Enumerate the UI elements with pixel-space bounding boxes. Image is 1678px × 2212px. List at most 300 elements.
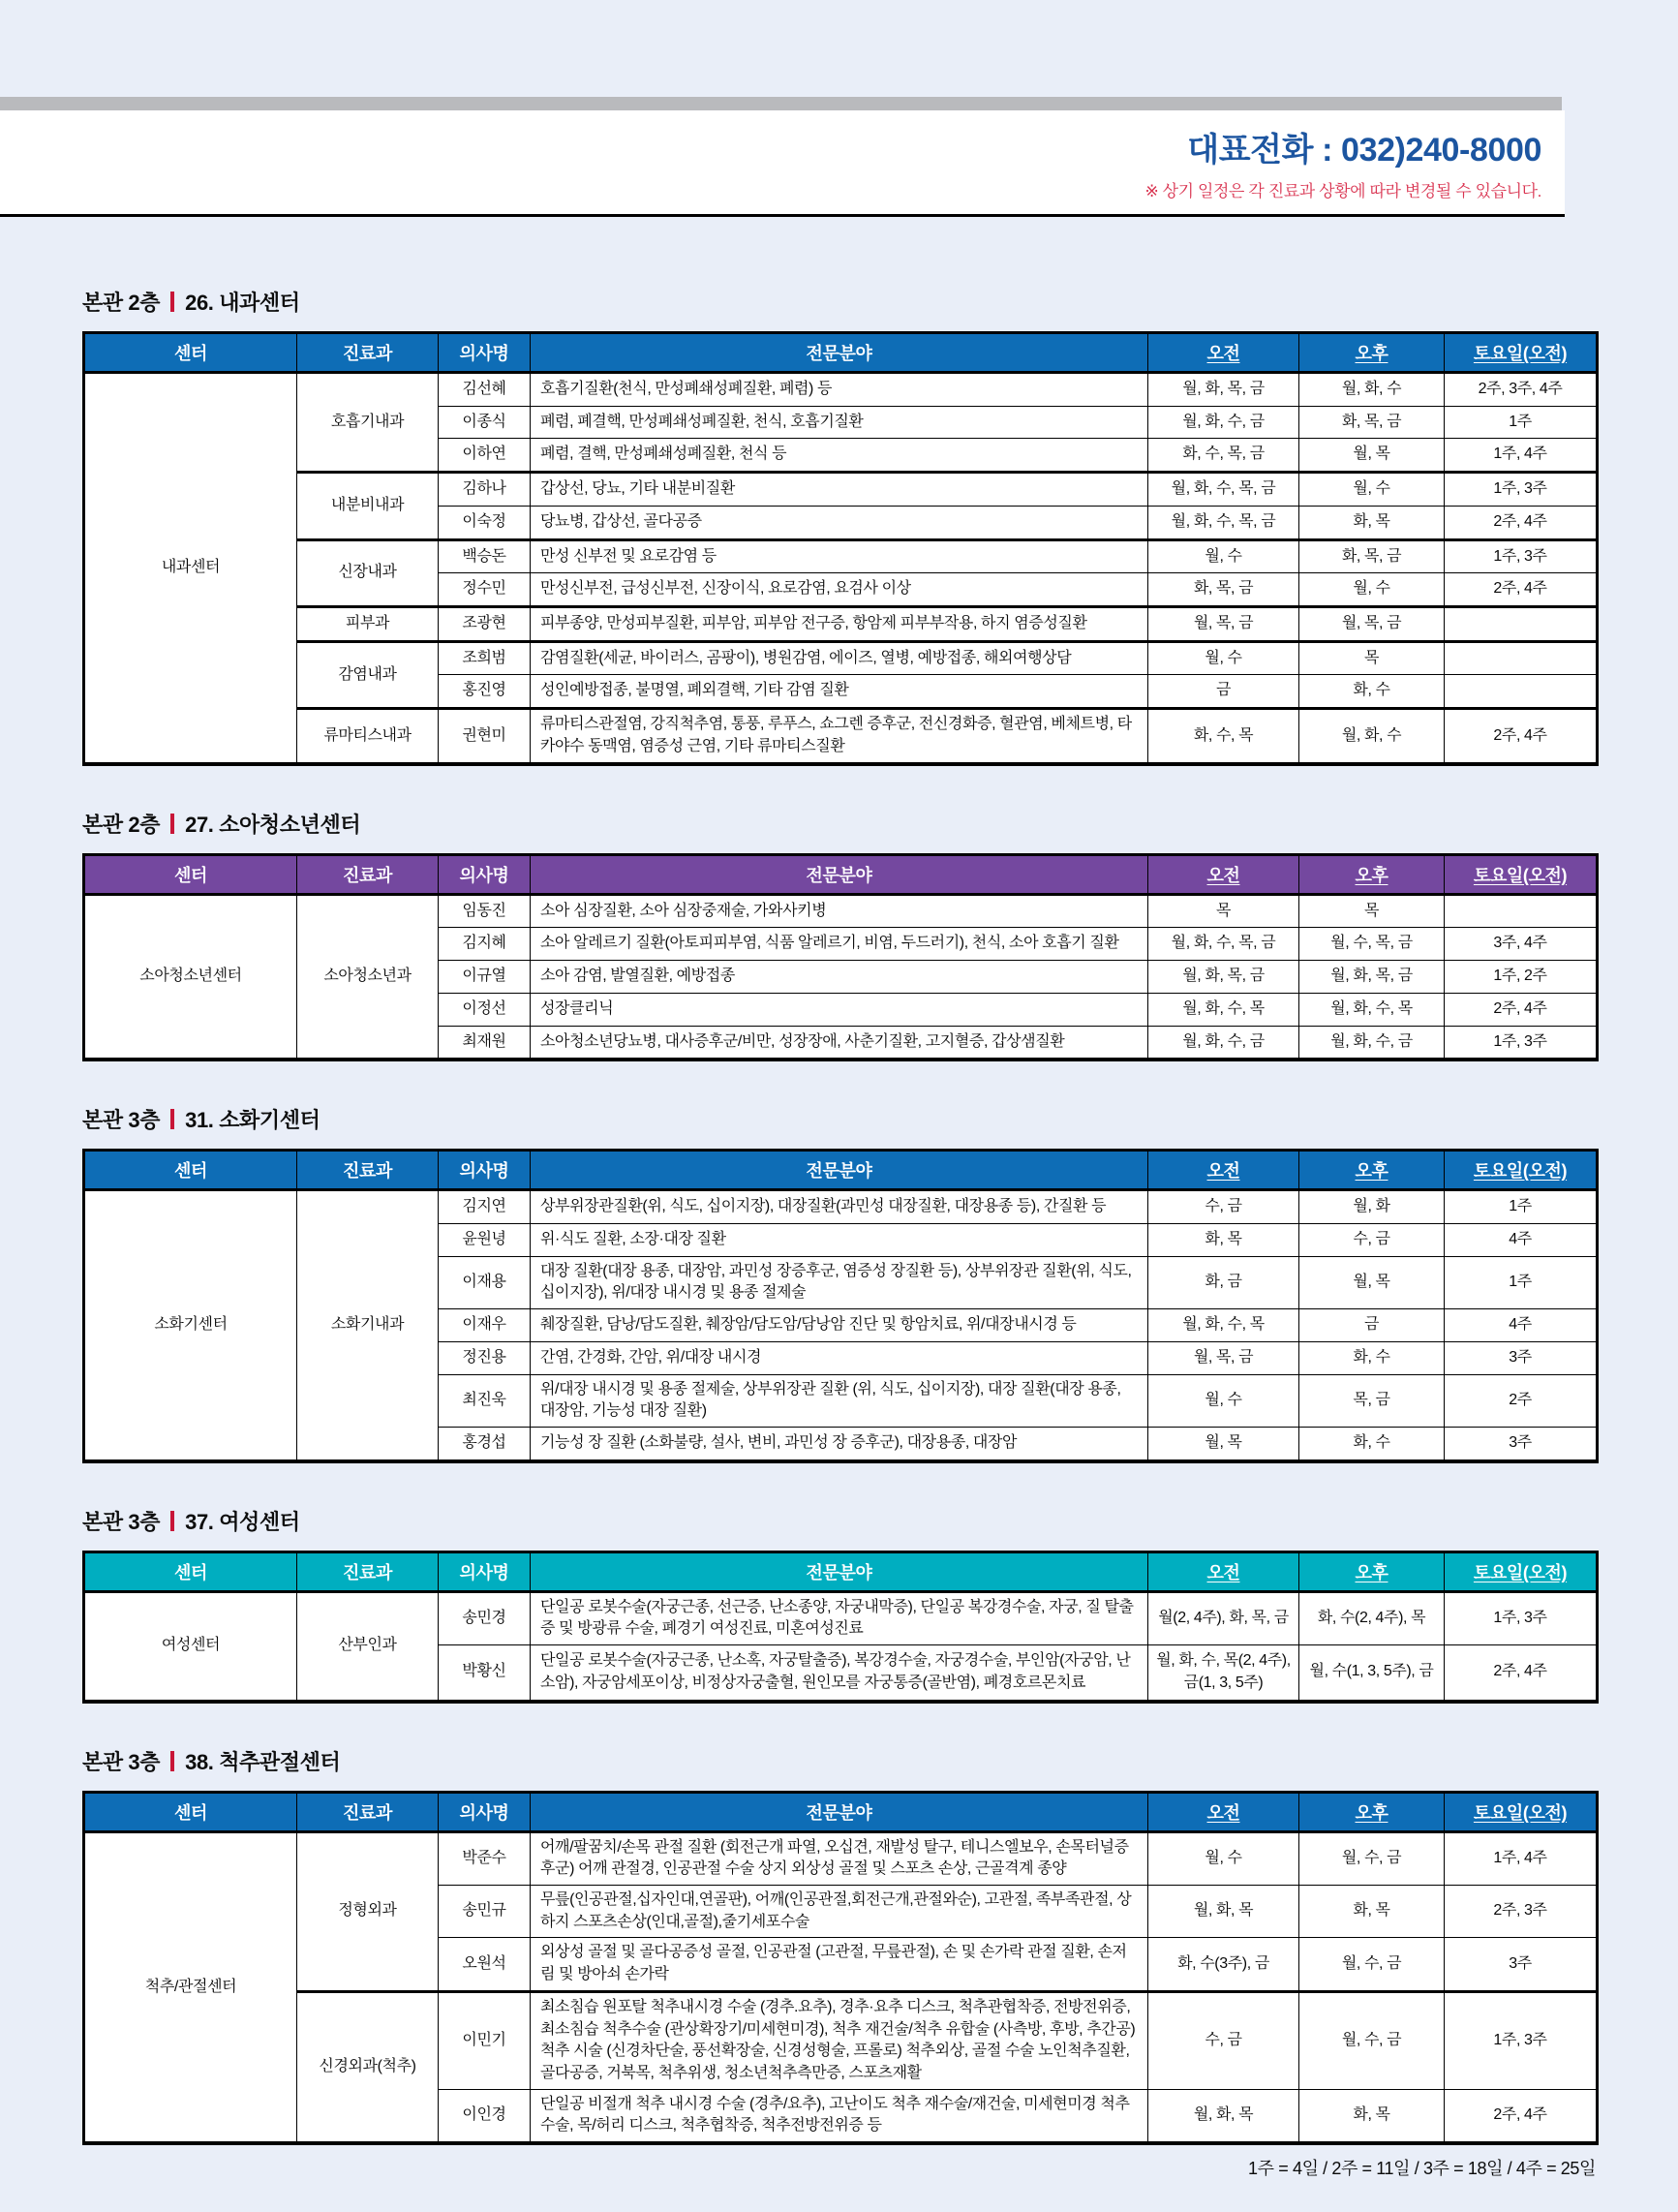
cell-doctor-name: 이하연 — [439, 439, 531, 473]
section-name: 27. 소아청소년센터 — [185, 812, 361, 837]
table-body — [84, 1190, 1598, 1461]
cell-doctor-name: 김지연 — [439, 1190, 531, 1224]
column-header — [439, 1792, 531, 1831]
cell-saturday — [1445, 894, 1598, 928]
column-header — [531, 333, 1148, 373]
section-title — [82, 809, 1596, 839]
doctor-row — [84, 1190, 1598, 1224]
column-header — [531, 1151, 1148, 1190]
cell-doctor-name: 조희범 — [439, 641, 531, 675]
schedule-table — [82, 1791, 1599, 2146]
cell-specialty: 소아 감염, 발열질환, 예방접종 — [531, 961, 1148, 994]
sections-container — [0, 287, 1596, 2145]
main-phone-number: 대표전화 : 032)240-8000 — [1187, 132, 1541, 169]
cell-am: 월, 화, 목 — [1148, 1886, 1299, 1938]
cell-saturday: 2주, 3주, 4주 — [1445, 373, 1598, 407]
cell-saturday: 3주 — [1445, 1427, 1598, 1460]
cell-saturday: 1주 — [1445, 1256, 1598, 1308]
column-header-label: 의사명 — [459, 1562, 509, 1582]
column-header-label: 토요일(오전) — [1473, 1802, 1568, 1823]
section-1 — [82, 287, 1596, 766]
column-header — [1445, 1151, 1598, 1190]
cell-pm: 화, 목 — [1299, 506, 1445, 539]
cell-saturday: 2주, 4주 — [1445, 993, 1598, 1026]
doctor-row — [84, 473, 1598, 507]
doctor-row — [84, 1591, 1598, 1644]
table-body — [84, 894, 1598, 1060]
cell-am: 월, 화, 목, 금 — [1148, 373, 1299, 407]
cell-doctor-name: 최재원 — [439, 1026, 531, 1060]
column-header — [297, 1551, 439, 1591]
cell-doctor-name: 이규열 — [439, 961, 531, 994]
title-divider-bar — [170, 1751, 174, 1771]
cell-doctor-name: 정진용 — [439, 1341, 531, 1374]
doctor-row — [84, 1831, 1598, 1885]
column-header-label: 오전 — [1206, 1802, 1240, 1823]
cell-doctor-name: 이재용 — [439, 1256, 531, 1308]
cell-am: 화, 수(3주), 금 — [1148, 1938, 1299, 1991]
cell-saturday: 3주 — [1445, 1938, 1598, 1991]
cell-am: 목 — [1148, 894, 1299, 928]
header-row — [84, 333, 1598, 373]
cell-am: 월, 목 — [1148, 1427, 1299, 1460]
cell-pm: 월, 목, 금 — [1299, 607, 1445, 642]
schedule-change-note: ※ 상기 일정은 각 진료과 상황에 따라 변경될 수 있습니다. — [1144, 182, 1541, 200]
doctor-row — [84, 641, 1598, 675]
cell-specialty: 갑상선, 당뇨, 기타 내분비질환 — [531, 473, 1148, 507]
cell-doctor-name: 정수민 — [439, 573, 531, 607]
cell-department: 신장내과 — [297, 539, 439, 606]
cell-pm: 목 — [1299, 894, 1445, 928]
cell-am: 월, 수 — [1148, 1831, 1299, 1885]
cell-saturday: 1주, 2주 — [1445, 961, 1598, 994]
section-floor: 본관 3층 — [82, 1749, 161, 1774]
column-header-label: 오전 — [1206, 1562, 1240, 1582]
cell-doctor-name: 이민기 — [439, 1991, 531, 2089]
cell-doctor-name: 이종식 — [439, 406, 531, 439]
cell-am: 월, 목, 금 — [1148, 1341, 1299, 1374]
column-header-label: 진료과 — [343, 865, 392, 885]
cell-am: 월, 화, 수, 목 — [1148, 993, 1299, 1026]
cell-saturday: 1주, 3주 — [1445, 1026, 1598, 1060]
cell-saturday: 2주 — [1445, 1374, 1598, 1427]
cell-saturday: 1주, 3주 — [1445, 1591, 1598, 1644]
cell-pm: 월, 목 — [1299, 439, 1445, 473]
cell-am: 월, 화, 수, 목, 금 — [1148, 506, 1299, 539]
cell-pm: 화, 수(2, 4주), 목 — [1299, 1591, 1445, 1644]
section-name: 37. 여성센터 — [185, 1509, 300, 1534]
cell-department: 소화기내과 — [297, 1190, 439, 1461]
schedule-table — [82, 1149, 1599, 1462]
title-divider-bar — [170, 1109, 174, 1129]
cell-specialty: 류마티스관절염, 강직척추염, 통풍, 루푸스, 쇼그렌 증후군, 전신경화증, 혈관염, 베체트병, 타카야수 동맥염, 염증성 근염, 기타 류마티스질환 — [531, 709, 1148, 764]
cell-am: 화, 목, 금 — [1148, 573, 1299, 607]
cell-department: 정형외과 — [297, 1831, 439, 1991]
cell-doctor-name: 임동진 — [439, 894, 531, 928]
footer-container — [0, 2155, 1596, 2180]
cell-doctor-name: 박준수 — [439, 1831, 531, 1885]
column-header — [1299, 333, 1445, 373]
column-header-label: 전문분야 — [806, 865, 872, 885]
cell-saturday: 3주, 4주 — [1445, 928, 1598, 961]
cell-specialty: 소아 심장질환, 소아 심장중재술, 가와사키병 — [531, 894, 1148, 928]
column-header-label: 오후 — [1355, 1562, 1388, 1582]
table-body — [84, 1591, 1598, 1701]
column-header-label: 토요일(오전) — [1473, 1161, 1568, 1182]
cell-am: 화, 목 — [1148, 1223, 1299, 1256]
cell-specialty: 피부종양, 만성피부질환, 피부암, 피부암 전구증, 항암제 피부부작용, 하지 염증성질환 — [531, 607, 1148, 642]
cell-am: 월(2, 4주), 화, 목, 금 — [1148, 1591, 1299, 1644]
column-header — [439, 1551, 531, 1591]
column-header-label: 전문분야 — [806, 1802, 872, 1823]
cell-pm: 월, 화 — [1299, 1190, 1445, 1224]
column-header — [531, 1551, 1148, 1591]
table-head — [84, 1151, 1598, 1190]
title-divider-bar — [170, 292, 174, 312]
column-header-label: 센터 — [174, 344, 207, 363]
cell-am: 월, 화, 수, 금 — [1148, 1026, 1299, 1060]
column-header-label: 진료과 — [343, 1161, 392, 1182]
top-margin — [0, 0, 1678, 97]
cell-doctor-name: 백승돈 — [439, 539, 531, 573]
cell-saturday: 2주, 4주 — [1445, 573, 1598, 607]
cell-specialty: 췌장질환, 담낭/담도질환, 췌장암/담도암/담낭암 진단 및 항암치료, 위/대장내시경 등 — [531, 1309, 1148, 1342]
column-header — [439, 333, 531, 373]
cell-am: 월, 화, 수, 목 — [1148, 1309, 1299, 1342]
column-header-label: 오전 — [1206, 865, 1240, 885]
column-header-label: 오후 — [1355, 865, 1388, 885]
column-header — [1299, 1792, 1445, 1831]
cell-specialty: 폐렴, 결핵, 만성폐쇄성폐질환, 천식 등 — [531, 439, 1148, 473]
section-floor: 본관 2층 — [82, 812, 161, 837]
cell-pm: 화, 목 — [1299, 2089, 1445, 2143]
cell-saturday: 1주, 3주 — [1445, 473, 1598, 507]
section-5 — [82, 1746, 1596, 2146]
cell-pm: 월, 화, 목, 금 — [1299, 961, 1445, 994]
doctor-row — [84, 539, 1598, 573]
column-header-label: 센터 — [174, 1562, 207, 1582]
cell-doctor-name: 김하나 — [439, 473, 531, 507]
cell-saturday: 1주, 4주 — [1445, 1831, 1598, 1885]
column-header — [1148, 1792, 1299, 1831]
cell-department: 내분비내과 — [297, 473, 439, 539]
cell-saturday — [1445, 607, 1598, 642]
cell-saturday: 3주 — [1445, 1341, 1598, 1374]
cell-am: 금 — [1148, 675, 1299, 709]
column-header-label: 의사명 — [459, 865, 509, 885]
column-header — [297, 333, 439, 373]
cell-specialty: 만성 신부전 및 요로감염 등 — [531, 539, 1148, 573]
cell-pm: 목 — [1299, 641, 1445, 675]
table-body — [84, 373, 1598, 764]
cell-pm: 화, 수 — [1299, 1427, 1445, 1460]
cell-specialty: 상부위장관질환(위, 식도, 십이지장), 대장질환(과민성 대장질환, 대장용종 등), 간질환 등 — [531, 1190, 1148, 1224]
cell-doctor-name: 최진욱 — [439, 1374, 531, 1427]
cell-pm: 화, 수 — [1299, 675, 1445, 709]
cell-saturday: 2주, 4주 — [1445, 709, 1598, 764]
cell-center-name: 내과센터 — [84, 373, 297, 764]
cell-specialty: 성장클리닉 — [531, 993, 1148, 1026]
cell-doctor-name: 박황신 — [439, 1645, 531, 1702]
cell-doctor-name: 홍경섭 — [439, 1427, 531, 1460]
cell-am: 월, 목, 금 — [1148, 607, 1299, 642]
column-header — [84, 333, 297, 373]
cell-specialty: 대장 질환(대장 용종, 대장암, 과민성 장증후군, 염증성 장질환 등), 상부위장관 질환(위, 식도, 십이지장), 위/대장 내시경 및 용종 절제술 — [531, 1256, 1148, 1308]
cell-department: 산부인과 — [297, 1591, 439, 1701]
section-floor: 본관 3층 — [82, 1108, 161, 1133]
cell-saturday: 4주 — [1445, 1309, 1598, 1342]
section-floor: 본관 2층 — [82, 291, 161, 315]
cell-pm: 월, 화, 수 — [1299, 373, 1445, 407]
cell-specialty: 위·식도 질환, 소장·대장 질환 — [531, 1223, 1148, 1256]
column-header-label: 전문분야 — [806, 1562, 872, 1582]
cell-doctor-name: 윤원녕 — [439, 1223, 531, 1256]
column-header — [531, 854, 1148, 894]
column-header — [1148, 333, 1299, 373]
table-head — [84, 854, 1598, 894]
cell-pm: 월, 화, 수, 금 — [1299, 1026, 1445, 1060]
cell-specialty: 기능성 장 질환 (소화불량, 설사, 변비, 과민성 장 증후군), 대장용종, 대장암 — [531, 1427, 1148, 1460]
cell-specialty: 소아청소년당뇨병, 대사증후군/비만, 성장장애, 사춘기질환, 고지혈증, 갑상샘질환 — [531, 1026, 1148, 1060]
column-header — [1148, 1551, 1299, 1591]
cell-department: 류마티스내과 — [297, 709, 439, 764]
cell-specialty: 호흡기질환(천식, 만성폐쇄성폐질환, 폐렴) 등 — [531, 373, 1148, 407]
column-header-label: 진료과 — [343, 1562, 392, 1582]
cell-am: 월, 화, 수, 목, 금 — [1148, 473, 1299, 507]
cell-department: 호흡기내과 — [297, 373, 439, 473]
cell-specialty: 소아 알레르기 질환(아토피피부염, 식품 알레르기, 비염, 두드러기), 천식, 소아 호흡기 질환 — [531, 928, 1148, 961]
section-name: 31. 소화기센터 — [185, 1108, 320, 1133]
cell-pm: 월, 수, 금 — [1299, 1831, 1445, 1885]
cell-saturday: 1주, 3주 — [1445, 1991, 1598, 2089]
cell-pm: 화, 수 — [1299, 1341, 1445, 1374]
column-header — [84, 1551, 297, 1591]
cell-pm: 월, 수(1, 3, 5주), 금 — [1299, 1645, 1445, 1702]
week-legend: 1주 = 4일 / 2주 = 11일 / 3주 = 18일 / 4주 = 25일 — [1248, 2159, 1596, 2179]
cell-pm: 화, 목, 금 — [1299, 539, 1445, 573]
cell-doctor-name: 이인경 — [439, 2089, 531, 2143]
cell-saturday: 1주 — [1445, 406, 1598, 439]
cell-am: 화, 수, 목 — [1148, 709, 1299, 764]
cell-center-name: 소아청소년센터 — [84, 894, 297, 1060]
column-header-label: 오전 — [1206, 1161, 1240, 1182]
cell-am: 월, 화, 수, 목(2, 4주), 금(1, 3, 5주) — [1148, 1645, 1299, 1702]
column-header-label: 토요일(오전) — [1473, 344, 1568, 363]
column-header-label: 오전 — [1206, 344, 1240, 363]
section-2 — [82, 809, 1596, 1062]
cell-specialty: 위/대장 내시경 및 용종 절제술, 상부위장관 질환 (위, 식도, 십이지장), 대장 질환(대장 용종, 대장암, 기능성 대장 질환) — [531, 1374, 1148, 1427]
doctor-row — [84, 894, 1598, 928]
cell-pm: 화, 목, 금 — [1299, 406, 1445, 439]
column-header — [84, 1151, 297, 1190]
cell-center-name: 소화기센터 — [84, 1190, 297, 1461]
cell-saturday: 1주 — [1445, 1190, 1598, 1224]
column-header — [1445, 854, 1598, 894]
cell-saturday: 2주, 4주 — [1445, 506, 1598, 539]
schedule-table — [82, 331, 1599, 766]
cell-specialty: 외상성 골절 및 골다공증성 골절, 인공관절 (고관절, 무릎관절), 손 및 손가락 관절 질환, 손저림 및 방아쇠 손가락 — [531, 1938, 1148, 1991]
column-header — [297, 1792, 439, 1831]
cell-am: 수, 금 — [1148, 1190, 1299, 1224]
cell-department: 피부과 — [297, 607, 439, 642]
cell-saturday — [1445, 641, 1598, 675]
column-header-label: 토요일(오전) — [1473, 865, 1568, 885]
cell-pm: 월, 수, 금 — [1299, 1991, 1445, 2089]
column-header — [297, 1151, 439, 1190]
section-3 — [82, 1104, 1596, 1462]
column-header-label: 진료과 — [343, 1802, 392, 1823]
cell-am: 월, 화, 목, 금 — [1148, 961, 1299, 994]
cell-department: 신경외과(척추) — [297, 1991, 439, 2143]
header-row — [84, 1151, 1598, 1190]
cell-specialty: 감염질환(세균, 바이러스, 곰팡이), 병원감염, 에이즈, 열병, 예방접종, 해외여행상담 — [531, 641, 1148, 675]
cell-doctor-name: 김지혜 — [439, 928, 531, 961]
column-header — [297, 854, 439, 894]
cell-doctor-name: 송민경 — [439, 1591, 531, 1644]
schedule-table — [82, 1551, 1599, 1704]
cell-pm: 목, 금 — [1299, 1374, 1445, 1427]
cell-pm: 화, 목 — [1299, 1886, 1445, 1938]
cell-am: 월, 수 — [1148, 1374, 1299, 1427]
column-header-label: 센터 — [174, 1161, 207, 1182]
cell-am: 화, 금 — [1148, 1256, 1299, 1308]
cell-am: 월, 수 — [1148, 539, 1299, 573]
cell-specialty: 무릎(인공관절,십자인대,연골판), 어깨(인공관절,회전근개,관절와순), 고관절, 족부족관절, 상하지 스포츠손상(인대,골절),줄기세포수술 — [531, 1886, 1148, 1938]
column-header-label: 오후 — [1355, 344, 1388, 363]
cell-saturday: 4주 — [1445, 1223, 1598, 1256]
column-header — [1445, 333, 1598, 373]
table-body — [84, 1831, 1598, 2143]
cell-doctor-name: 조광현 — [439, 607, 531, 642]
cell-doctor-name: 이정선 — [439, 993, 531, 1026]
table-head — [84, 1792, 1598, 1831]
section-name: 38. 척추관절센터 — [185, 1749, 341, 1774]
cell-pm: 수, 금 — [1299, 1223, 1445, 1256]
section-title — [82, 1104, 1596, 1134]
column-header-label: 오후 — [1355, 1802, 1388, 1823]
cell-doctor-name: 이재우 — [439, 1309, 531, 1342]
cell-center-name: 여성센터 — [84, 1591, 297, 1701]
cell-pm: 월, 화, 수 — [1299, 709, 1445, 764]
cell-specialty: 당뇨병, 갑상선, 골다공증 — [531, 506, 1148, 539]
header-band — [0, 110, 1565, 217]
title-divider-bar — [170, 814, 174, 834]
column-header-label: 오후 — [1355, 1161, 1388, 1182]
cell-doctor-name: 오원석 — [439, 1938, 531, 1991]
column-header — [1445, 1792, 1598, 1831]
section-title — [82, 287, 1596, 317]
column-header-label: 센터 — [174, 1802, 207, 1823]
cell-center-name: 척추/관절센터 — [84, 1831, 297, 2143]
section-title — [82, 1746, 1596, 1776]
cell-saturday — [1445, 675, 1598, 709]
header-row — [84, 854, 1598, 894]
cell-doctor-name: 김선혜 — [439, 373, 531, 407]
cell-pm: 월, 수 — [1299, 573, 1445, 607]
column-header — [439, 854, 531, 894]
column-header-label: 의사명 — [459, 1802, 509, 1823]
cell-specialty: 단일공 비절개 척추 내시경 수술 (경추/요추), 고난이도 척추 재수술/재건술, 미세현미경 척추수술, 목/허리 디스크, 척추협착증, 척추전방전위증 등 — [531, 2089, 1148, 2143]
column-header-label: 전문분야 — [806, 344, 872, 363]
cell-am: 월, 화, 목 — [1148, 2089, 1299, 2143]
cell-specialty: 단일공 로봇수술(자궁근종, 난소혹, 자궁탈출증), 복강경수술, 자궁경수술, 부인암(자궁암, 난소암), 자궁암세포이상, 비정상자궁출혈, 원인모를 자궁통증(골반염), 폐경호르몬치료 — [531, 1645, 1148, 1702]
cell-pm: 월, 수, 금 — [1299, 1938, 1445, 1991]
cell-pm: 월, 화, 수, 목 — [1299, 993, 1445, 1026]
section-name: 26. 내과센터 — [185, 291, 300, 315]
cell-am: 화, 수, 목, 금 — [1148, 439, 1299, 473]
column-header — [1299, 1151, 1445, 1190]
cell-saturday: 2주, 4주 — [1445, 1645, 1598, 1702]
doctor-row — [84, 607, 1598, 642]
cell-specialty: 성인예방접종, 불명열, 폐외결핵, 기타 감염 질환 — [531, 675, 1148, 709]
cell-specialty: 폐렴, 폐결핵, 만성폐쇄성폐질환, 천식, 호흡기질환 — [531, 406, 1148, 439]
header-row — [84, 1792, 1598, 1831]
column-header-label: 전문분야 — [806, 1161, 872, 1182]
schedule-table — [82, 853, 1599, 1062]
section-4 — [82, 1506, 1596, 1704]
column-header — [84, 1792, 297, 1831]
cell-saturday: 2주, 4주 — [1445, 2089, 1598, 2143]
column-header — [1445, 1551, 1598, 1591]
table-head — [84, 333, 1598, 373]
cell-pm: 월, 목 — [1299, 1256, 1445, 1308]
table-head — [84, 1551, 1598, 1591]
cell-specialty: 만성신부전, 급성신부전, 신장이식, 요로감염, 요검사 이상 — [531, 573, 1148, 607]
doctor-row — [84, 709, 1598, 764]
cell-specialty: 최소침습 원포탈 척추내시경 수술 (경추.요추), 경추·요추 디스크, 척추관협착증, 전방전위증, 최소침습 척추수술 (관상확장기/미세현미경), 척추 재건술/척추 유합술 (사측방, 후방, 추간공) 척추 시술 (신경차단술, 풍선확장술, 신경성형술, 프롤로) 척추외상, 골절 수술 노인척추질환, 골다공증, 거북목, 척추위생, 청소년척추측만증, 스포츠재활 — [531, 1991, 1148, 2089]
cell-am: 월, 수 — [1148, 641, 1299, 675]
column-header — [531, 1792, 1148, 1831]
column-header-label: 센터 — [174, 865, 207, 885]
column-header — [1299, 1551, 1445, 1591]
title-divider-bar — [170, 1511, 174, 1531]
cell-specialty: 단일공 로봇수술(자궁근종, 선근증, 난소종양, 자궁내막증), 단일공 복강경수술, 자궁, 질 탈출증 및 방광류 수술, 폐경기 여성진료, 미혼여성진료 — [531, 1591, 1148, 1644]
column-header-label: 진료과 — [343, 344, 392, 363]
cell-am: 월, 화, 수, 금 — [1148, 406, 1299, 439]
column-header — [1299, 854, 1445, 894]
section-floor: 본관 3층 — [82, 1509, 161, 1534]
cell-specialty: 간염, 간경화, 간암, 위/대장 내시경 — [531, 1341, 1148, 1374]
cell-doctor-name: 권현미 — [439, 709, 531, 764]
doctor-row — [84, 1991, 1598, 2089]
column-header-label: 의사명 — [459, 344, 509, 363]
column-header — [1148, 854, 1299, 894]
cell-department: 소아청소년과 — [297, 894, 439, 1060]
cell-saturday: 1주, 4주 — [1445, 439, 1598, 473]
cell-pm: 월, 수 — [1299, 473, 1445, 507]
cell-pm: 월, 수, 목, 금 — [1299, 928, 1445, 961]
column-header — [1148, 1151, 1299, 1190]
cell-doctor-name: 홍진영 — [439, 675, 531, 709]
gray-divider-bar — [0, 97, 1562, 110]
cell-doctor-name: 이숙정 — [439, 506, 531, 539]
cell-doctor-name: 송민규 — [439, 1886, 531, 1938]
cell-department: 감염내과 — [297, 641, 439, 708]
doctor-row — [84, 373, 1598, 407]
column-header-label: 토요일(오전) — [1473, 1562, 1568, 1582]
cell-saturday: 1주, 3주 — [1445, 539, 1598, 573]
cell-am: 수, 금 — [1148, 1991, 1299, 2089]
cell-saturday: 2주, 3주 — [1445, 1886, 1598, 1938]
column-header — [439, 1151, 531, 1190]
cell-am: 월, 화, 수, 목, 금 — [1148, 928, 1299, 961]
header-row — [84, 1551, 1598, 1591]
cell-pm: 금 — [1299, 1309, 1445, 1342]
column-header-label: 의사명 — [459, 1161, 509, 1182]
cell-specialty: 어깨/팔꿈치/손목 관절 질환 (회전근개 파열, 오십견, 재발성 탈구, 테니스엘보우, 손목터널증후군) 어깨 관절경, 인공관절 수술 상지 외상성 골절 및 스포츠 손상, 근골격계 종양 — [531, 1831, 1148, 1885]
section-title — [82, 1506, 1596, 1536]
column-header — [84, 854, 297, 894]
